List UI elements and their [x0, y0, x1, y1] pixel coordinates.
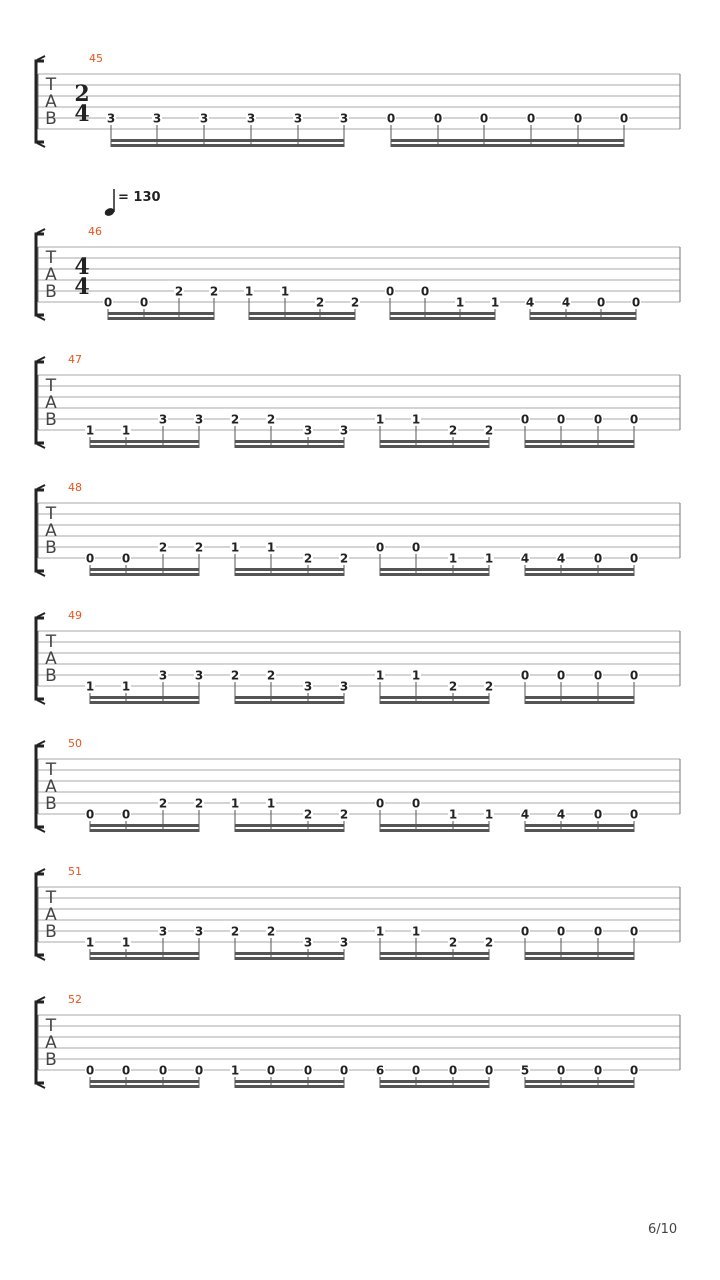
beam-primary [525, 829, 634, 832]
bracket-hook-top [37, 741, 45, 745]
fret-number: 3 [246, 111, 256, 126]
fret-number: 0 [433, 111, 443, 126]
fret-number: 0 [629, 1063, 639, 1078]
tempo-marking [100, 186, 180, 220]
beam-secondary [90, 696, 199, 699]
fret-number: 1 [266, 540, 276, 555]
beam-primary [530, 317, 636, 320]
fret-number: 2 [194, 796, 204, 811]
bracket-hook-top [37, 613, 45, 617]
tab-clef-letter: T [45, 760, 57, 780]
beam-secondary [391, 139, 624, 142]
beam-secondary [525, 1080, 634, 1083]
tab-clef-letter: B [45, 538, 57, 558]
fret-number: 0 [411, 1063, 421, 1078]
beam-secondary [380, 824, 489, 827]
fret-number: 1 [230, 796, 240, 811]
tab-clef-letter: T [45, 75, 57, 95]
fret-number: 0 [385, 284, 395, 299]
beam-primary [525, 573, 634, 576]
fret-number: 0 [593, 807, 603, 822]
beam-secondary [111, 139, 344, 142]
fret-number: 2 [266, 412, 276, 427]
fret-number: 0 [593, 1063, 603, 1078]
fret-number: 0 [629, 412, 639, 427]
tab-system-52 [36, 993, 680, 1088]
tab-clef-letter: A [45, 777, 57, 797]
measure-number: 49 [68, 609, 82, 622]
system-bracket [36, 61, 44, 142]
beam-secondary [525, 952, 634, 955]
beam-secondary [90, 952, 199, 955]
beam-primary [391, 144, 624, 147]
fret-number: 0 [593, 412, 603, 427]
fret-number: 2 [339, 551, 349, 566]
fret-number: 3 [303, 679, 313, 694]
tab-clef-letter: T [45, 248, 57, 268]
page-number: 6/10 [648, 1222, 678, 1237]
fret-number: 0 [420, 284, 430, 299]
bracket-hook-bottom [37, 828, 45, 832]
fret-number: 0 [103, 295, 113, 310]
fret-number: 1 [375, 924, 385, 939]
tab-clef-letter: B [45, 922, 57, 942]
fret-number: 0 [520, 668, 530, 683]
fret-number: 0 [593, 551, 603, 566]
fret-number: 0 [556, 1063, 566, 1078]
system-bracket [36, 874, 44, 955]
fret-number: 2 [350, 295, 360, 310]
fret-number: 0 [85, 551, 95, 566]
tab-system-46 [36, 225, 680, 320]
tempo-text: = 130 [118, 190, 161, 205]
beam-primary [90, 957, 199, 960]
beam-secondary [249, 312, 355, 315]
fret-number: 2 [266, 668, 276, 683]
beam-secondary [235, 440, 344, 443]
bracket-hook-bottom [37, 700, 45, 704]
tab-clef-letter: T [45, 632, 57, 652]
fret-number: 2 [158, 796, 168, 811]
fret-number: 1 [411, 412, 421, 427]
beam-primary [235, 1085, 344, 1088]
beam-primary [90, 701, 199, 704]
beam-primary [525, 1085, 634, 1088]
beam-secondary [380, 696, 489, 699]
fret-number: 1 [375, 668, 385, 683]
tab-clef-letter: A [45, 905, 57, 925]
beam-secondary [90, 1080, 199, 1083]
beam-secondary [235, 952, 344, 955]
fret-number: 1 [484, 551, 494, 566]
measure-number: 48 [68, 481, 82, 494]
fret-number: 1 [448, 551, 458, 566]
fret-number: 4 [520, 551, 530, 566]
fret-number: 4 [561, 295, 571, 310]
fret-number: 1 [230, 1063, 240, 1078]
fret-number: 0 [556, 412, 566, 427]
fret-number: 0 [520, 924, 530, 939]
time-sig-bottom: 4 [74, 274, 90, 300]
fret-number: 2 [303, 551, 313, 566]
fret-number: 0 [556, 924, 566, 939]
fret-number: 0 [85, 1063, 95, 1078]
beam-secondary [235, 696, 344, 699]
fret-number: 1 [411, 924, 421, 939]
beam-secondary [380, 1080, 489, 1083]
fret-number: 3 [339, 111, 349, 126]
tab-clef-letter: B [45, 1050, 57, 1070]
beam-secondary [380, 952, 489, 955]
beam-secondary [90, 568, 199, 571]
measure-number: 51 [68, 865, 82, 878]
beam-primary [390, 317, 495, 320]
tab-system-47 [36, 353, 680, 448]
tab-clef-letter: T [45, 1016, 57, 1036]
fret-number: 2 [484, 935, 494, 950]
fret-number: 0 [629, 807, 639, 822]
fret-number: 2 [448, 423, 458, 438]
beam-primary [235, 445, 344, 448]
fret-number: 1 [85, 935, 95, 950]
measure-number: 47 [68, 353, 82, 366]
fret-number: 3 [106, 111, 116, 126]
fret-number: 3 [339, 679, 349, 694]
fret-number: 4 [556, 807, 566, 822]
system-bracket [36, 362, 44, 443]
bracket-hook-top [37, 56, 45, 60]
beam-secondary [525, 568, 634, 571]
measure-number: 45 [89, 52, 103, 65]
beam-secondary [525, 440, 634, 443]
fret-number: 1 [230, 540, 240, 555]
fret-number: 4 [556, 551, 566, 566]
fret-number: 0 [411, 540, 421, 555]
fret-number: 2 [266, 924, 276, 939]
fret-number: 2 [158, 540, 168, 555]
fret-number: 2 [230, 412, 240, 427]
beam-primary [525, 445, 634, 448]
tab-clef-letter: T [45, 376, 57, 396]
fret-number: 3 [293, 111, 303, 126]
beam-primary [380, 1085, 489, 1088]
beam-secondary [235, 1080, 344, 1083]
bracket-hook-top [37, 357, 45, 361]
beam-primary [90, 829, 199, 832]
fret-number: 2 [484, 423, 494, 438]
time-sig-top: 2 [74, 81, 90, 107]
system-bracket [36, 234, 44, 315]
system-bracket [36, 746, 44, 827]
fret-number: 0 [629, 551, 639, 566]
measure-number: 52 [68, 993, 82, 1006]
fret-number: 1 [121, 423, 131, 438]
tab-system-45 [36, 52, 680, 147]
tab-clef-letter: T [45, 504, 57, 524]
fret-number: 1 [121, 679, 131, 694]
beam-primary [111, 144, 344, 147]
beam-secondary [380, 568, 489, 571]
beam-primary [235, 573, 344, 576]
fret-number: 0 [121, 551, 131, 566]
tab-clef-letter: A [45, 393, 57, 413]
fret-number: 1 [490, 295, 500, 310]
beam-secondary [525, 696, 634, 699]
beam-primary [380, 445, 489, 448]
fret-number: 0 [266, 1063, 276, 1078]
tab-system-48 [36, 481, 680, 576]
fret-number: 1 [455, 295, 465, 310]
tab-clef-letter: B [45, 666, 57, 686]
tab-clef-letter: A [45, 1033, 57, 1053]
fret-number: 2 [303, 807, 313, 822]
fret-number: 2 [209, 284, 219, 299]
fret-number: 3 [339, 423, 349, 438]
fret-number: 0 [386, 111, 396, 126]
beam-secondary [90, 824, 199, 827]
tab-clef-letter: A [45, 649, 57, 669]
beam-primary [235, 957, 344, 960]
tab-clef-letter: T [45, 888, 57, 908]
fret-number: 2 [194, 540, 204, 555]
beam-primary [380, 573, 489, 576]
fret-number: 0 [593, 924, 603, 939]
bracket-hook-bottom [37, 1084, 45, 1088]
beam-secondary [108, 312, 214, 315]
fret-number: 1 [280, 284, 290, 299]
fret-number: 1 [448, 807, 458, 822]
fret-number: 4 [525, 295, 535, 310]
tab-clef-letter: B [45, 410, 57, 430]
fret-number: 2 [174, 284, 184, 299]
bracket-hook-top [37, 485, 45, 489]
beam-primary [235, 829, 344, 832]
fret-number: 0 [411, 796, 421, 811]
fret-number: 3 [199, 111, 209, 126]
fret-number: 1 [85, 423, 95, 438]
fret-number: 0 [520, 412, 530, 427]
fret-number: 0 [158, 1063, 168, 1078]
fret-number: 4 [520, 807, 530, 822]
tab-system-51 [36, 865, 680, 960]
tab-clef-letter: B [45, 282, 57, 302]
beam-primary [235, 701, 344, 704]
beam-primary [90, 445, 199, 448]
fret-number: 1 [244, 284, 254, 299]
fret-number: 3 [303, 423, 313, 438]
fret-number: 0 [194, 1063, 204, 1078]
fret-number: 5 [520, 1063, 530, 1078]
beam-secondary [525, 824, 634, 827]
measure-number: 46 [88, 225, 102, 238]
fret-number: 1 [484, 807, 494, 822]
bracket-hook-top [37, 997, 45, 1001]
fret-number: 1 [375, 412, 385, 427]
tab-system-50 [36, 737, 680, 832]
system-bracket [36, 1002, 44, 1083]
fret-number: 3 [158, 924, 168, 939]
fret-number: 0 [573, 111, 583, 126]
fret-number: 0 [556, 668, 566, 683]
fret-number: 6 [375, 1063, 385, 1078]
tab-clef-letter: B [45, 794, 57, 814]
fret-number: 0 [593, 668, 603, 683]
fret-number: 0 [375, 796, 385, 811]
beam-secondary [235, 568, 344, 571]
fret-number: 3 [158, 668, 168, 683]
time-sig-bottom: 4 [74, 101, 90, 127]
bracket-hook-top [37, 869, 45, 873]
measure-number: 50 [68, 737, 82, 750]
fret-number: 3 [158, 412, 168, 427]
beam-primary [380, 957, 489, 960]
fret-number: 1 [411, 668, 421, 683]
fret-number: 0 [629, 924, 639, 939]
beam-primary [90, 573, 199, 576]
fret-number: 0 [631, 295, 641, 310]
beam-primary [380, 701, 489, 704]
beam-secondary [530, 312, 636, 315]
fret-number: 1 [85, 679, 95, 694]
quarter-note-icon [100, 186, 118, 220]
bracket-hook-bottom [37, 316, 45, 320]
fret-number: 3 [194, 668, 204, 683]
beam-primary [380, 829, 489, 832]
beam-secondary [390, 312, 495, 315]
tab-clef-letter: A [45, 521, 57, 541]
fret-number: 0 [375, 540, 385, 555]
beam-primary [108, 317, 214, 320]
time-sig-top: 4 [74, 254, 90, 280]
fret-number: 2 [484, 679, 494, 694]
tab-clef-letter: B [45, 109, 57, 129]
fret-number: 0 [85, 807, 95, 822]
bracket-hook-bottom [37, 572, 45, 576]
fret-number: 1 [121, 935, 131, 950]
fret-number: 3 [194, 924, 204, 939]
fret-number: 0 [484, 1063, 494, 1078]
tab-system-49 [36, 609, 680, 704]
fret-number: 0 [303, 1063, 313, 1078]
fret-number: 0 [526, 111, 536, 126]
fret-number: 2 [339, 807, 349, 822]
fret-number: 2 [448, 679, 458, 694]
bracket-hook-bottom [37, 444, 45, 448]
fret-number: 0 [448, 1063, 458, 1078]
beam-secondary [90, 440, 199, 443]
fret-number: 0 [596, 295, 606, 310]
beam-primary [249, 317, 355, 320]
fret-number: 0 [479, 111, 489, 126]
fret-number: 0 [619, 111, 629, 126]
fret-number: 0 [339, 1063, 349, 1078]
fret-number: 3 [303, 935, 313, 950]
fret-number: 0 [139, 295, 149, 310]
bracket-hook-bottom [37, 143, 45, 147]
system-bracket [36, 618, 44, 699]
tab-clef-letter: A [45, 92, 57, 112]
fret-number: 3 [339, 935, 349, 950]
fret-number: 0 [121, 807, 131, 822]
fret-number: 3 [152, 111, 162, 126]
beam-primary [525, 957, 634, 960]
fret-number: 1 [266, 796, 276, 811]
fret-number: 0 [629, 668, 639, 683]
beam-secondary [380, 440, 489, 443]
fret-number: 2 [448, 935, 458, 950]
beam-secondary [235, 824, 344, 827]
fret-number: 3 [194, 412, 204, 427]
fret-number: 2 [315, 295, 325, 310]
bracket-hook-top [37, 229, 45, 233]
bracket-hook-bottom [37, 956, 45, 960]
tab-clef-letter: A [45, 265, 57, 285]
beam-primary [90, 1085, 199, 1088]
fret-number: 2 [230, 668, 240, 683]
fret-number: 0 [121, 1063, 131, 1078]
fret-number: 2 [230, 924, 240, 939]
system-bracket [36, 490, 44, 571]
beam-primary [525, 701, 634, 704]
